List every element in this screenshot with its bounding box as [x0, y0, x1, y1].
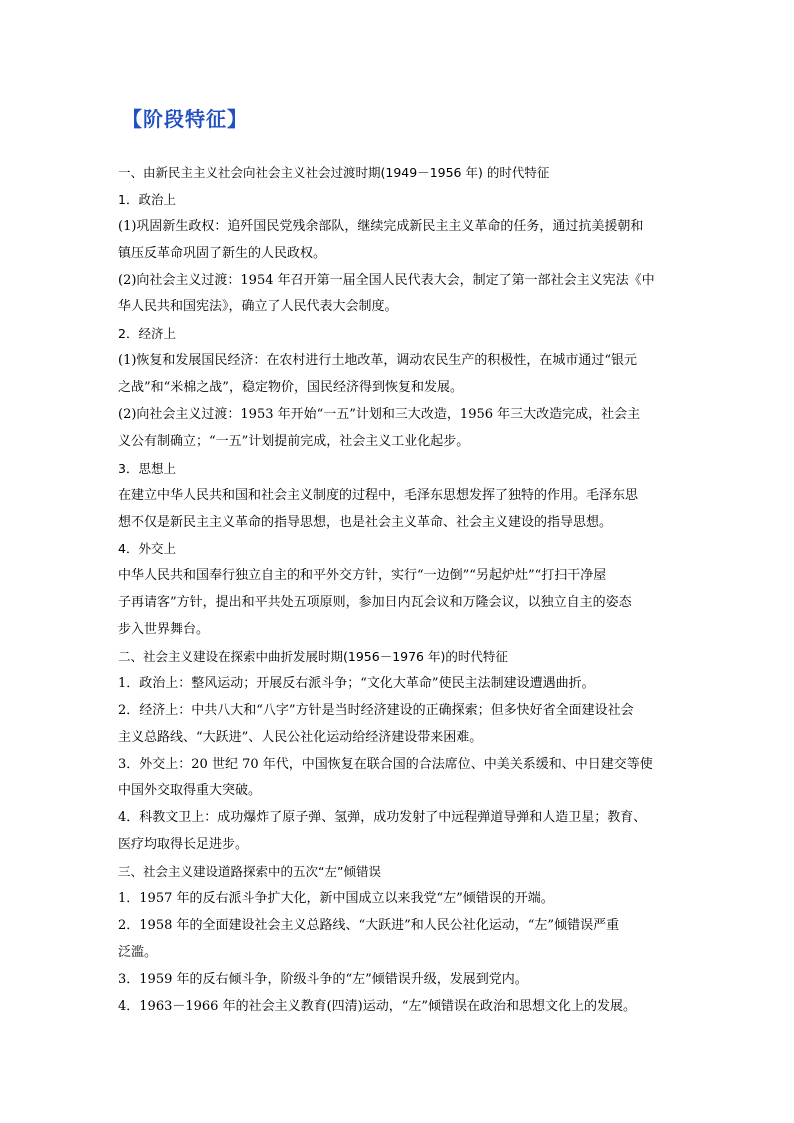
paragraph-line: 步入世界舞台。 — [118, 622, 210, 638]
paragraph-line: 义公有制确立；“一五”计划提前完成，社会主义工业化起步。 — [118, 433, 470, 449]
paragraph-line: 主义总路线、“大跃进”、人民公社化运动给经济建设带来困难。 — [118, 729, 483, 745]
paragraph-line: 华人民共和国宪法》，确立了人民代表大会制度。 — [118, 299, 398, 315]
paragraph-line: 中华人民共和国奉行独立自主的和平外交方针，实行“一边倒”“另起炉灶”“打扫干净屋 — [118, 568, 607, 584]
subsection-heading: 3．思想上 — [118, 460, 176, 476]
paragraph-line: 子再请客”方针，提出和平共处五项原则，参加日内瓦会议和万隆会议，以独立自主的姿态 — [118, 595, 632, 611]
document-body — [118, 160, 678, 1021]
section-title: 【阶段特征】 — [122, 107, 248, 131]
paragraph-line: 想不仅是新民主主义革命的指导思想，也是社会主义革命、社会主义建设的指导思想。 — [118, 514, 613, 530]
paragraph-line: 2．1958 年的全面建设社会主义总路线、“大跃进”和人民公社化运动，“左”倾错误严重 — [118, 917, 620, 933]
paragraph-line: 4．1963－1966 年的社会主义教育(四清)运动，“左”倾错误在政治和思想文化上的发展。 — [118, 998, 637, 1014]
paragraph-line: 医疗均取得长足进步。 — [118, 837, 249, 853]
subsection-heading: 2．经济上 — [118, 326, 176, 342]
paragraph-line: 在建立中华人民共和国和社会主义制度的过程中，毛泽东思想发挥了独特的作用。毛泽东思 — [118, 487, 639, 503]
paragraph-line: 3．1959 年的反右倾斗争，阶级斗争的“左”倾错误升级，发展到党内。 — [118, 971, 528, 987]
section-heading: 二、社会主义建设在探索中曲折发展时期(1956－1976 年)的时代特征 — [118, 649, 508, 665]
paragraph-line: 3．外交上：20 世纪 70 年代，中国恢复在联合国的合法席位、中美关系缓和、中日建交等使 — [118, 756, 653, 772]
paragraph-line: 2．经济上：中共八大和“八字”方针是当时经济建设的正确探索；但多快好省全面建设社会 — [118, 702, 634, 718]
subsection-heading: 4．外交上 — [118, 541, 176, 557]
paragraph-line: 镇压反革命巩固了新生的人民政权。 — [118, 245, 327, 261]
paragraph-line: 1．政治上：整风运动；开展反右派斗争；“文化大革命”使民主法制建设遭遇曲折。 — [118, 675, 595, 691]
paragraph-line: 1．1957 年的反右派斗争扩大化，新中国成立以来我党“左”倾错误的开端。 — [118, 891, 554, 907]
paragraph-line: (2)向社会主义过渡：1953 年开始“一五”计划和三大改造，1956 年三大改造完成，社会主 — [118, 407, 641, 423]
section-heading: 三、社会主义建设道路探索中的五次“左”倾错误 — [118, 864, 381, 880]
paragraph-line: 中国外交取得重大突破。 — [118, 783, 262, 799]
paragraph-line: (2)向社会主义过渡：1954 年召开第一届全国人民代表大会，制定了第一部社会主义宪法《中 — [118, 272, 655, 288]
paragraph-line: 之战”和“米棉之战”，稳定物价，国民经济得到恢复和发展。 — [118, 380, 463, 396]
section-heading: 一、由新民主主义社会向社会主义社会过渡时期(1949－1956 年) 的时代特征 — [118, 165, 550, 180]
paragraph-line: 泛滥。 — [118, 944, 158, 960]
paragraph-line: (1)恢复和发展国民经济：在农村进行土地改革，调动农民生产的积极性，在城市通过“银元 — [118, 353, 638, 369]
subsection-heading: 1．政治上 — [118, 191, 176, 207]
paragraph-line: 4．科教文卫上：成功爆炸了原子弹、氢弹，成功发射了中远程弹道导弹和人造卫星；教育、 — [118, 810, 647, 826]
paragraph-line: (1)巩固新生政权：追歼国民党残余部队，继续完成新民主主义革命的任务，通过抗美援朝和 — [118, 218, 644, 234]
